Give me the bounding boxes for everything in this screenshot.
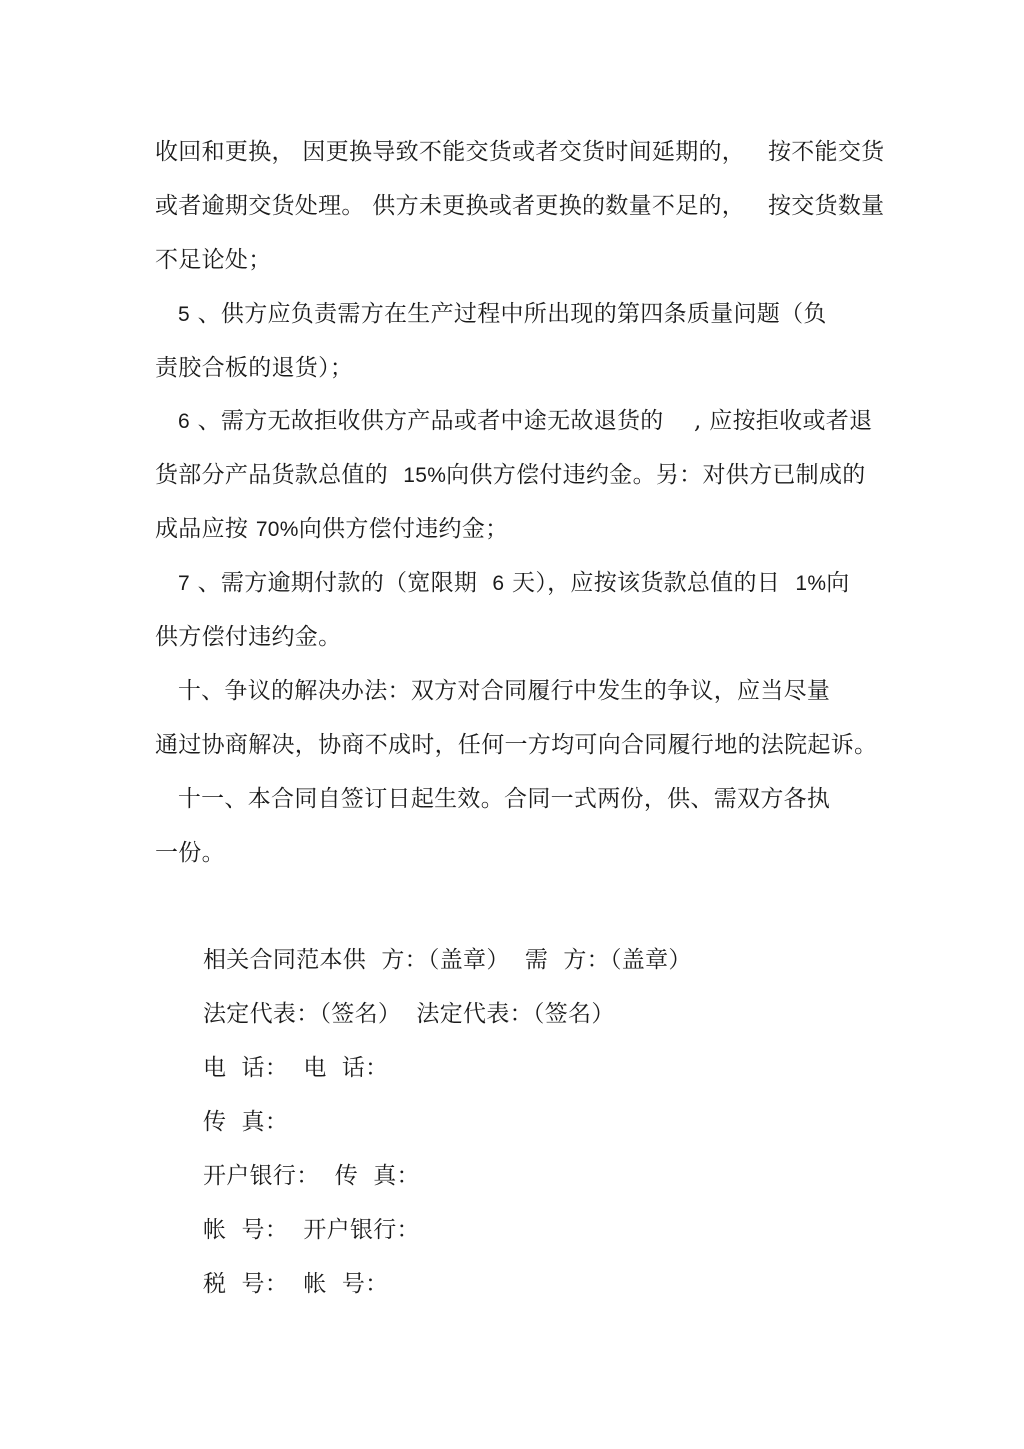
effect-line-2: 一份。 — [155, 840, 225, 866]
clause-7-line-1 — [178, 567, 850, 600]
percent-value: 70% — [255, 518, 299, 541]
percent-value: 1% — [795, 572, 827, 595]
clause-5-line-1 — [178, 298, 827, 331]
clause-text: 向供方偿付违约金； — [298, 516, 509, 542]
signature-seal-row: 相关合同范本供 方：（盖章） 需 方：（盖章） — [203, 947, 692, 973]
clause-text: 向供方偿付违约金。另：对供方已制成的 — [446, 462, 866, 488]
clause-text: 成品应按 — [155, 516, 256, 542]
dispute-line-2: 通过协商解决，协商不成时，任何一方均可向合同履行地的法院起诉。 — [155, 732, 878, 758]
clause-text: 天），应按该货款总值的日 — [504, 570, 796, 596]
clause-text: 、供方应负责需方在生产过程中所出现的第四条质量问题（负 — [189, 301, 827, 327]
clause-7-line-2: 供方偿付违约金。 — [155, 624, 342, 650]
days-value: 6 — [492, 572, 505, 595]
clause-6-line-2 — [155, 459, 866, 492]
signature-bank-row: 开户银行： 传 真： — [203, 1163, 420, 1189]
clause-text: 向 — [826, 570, 850, 596]
clause-text: , 应按拒收或者退 — [694, 408, 873, 434]
paragraph-line: 收回和更换， 因更换导致不能交货或者交货时间延期的， 按不能交货 — [155, 139, 885, 165]
clause-6-line-3 — [155, 513, 508, 546]
clause-5-line-2: 责胶合板的退货）； — [155, 355, 354, 381]
signature-fax-row: 传 真： — [203, 1109, 289, 1135]
percent-value: 15% — [403, 464, 447, 487]
signature-account-row: 帐 号： 开户银行： — [203, 1217, 420, 1243]
clause-number: 5 — [178, 303, 190, 326]
effect-line-1: 十一、本合同自签订日起生效。合同一式两份，供、需双方各执 — [155, 786, 831, 812]
clause-number: 6 — [178, 410, 190, 433]
signature-phone-row: 电 话： 电 话： — [203, 1055, 389, 1081]
dispute-line-1: 十、争议的解决办法：双方对合同履行中发生的争议，应当尽量 — [155, 678, 831, 704]
signature-representative-row: 法定代表：（签名） 法定代表：（签名） — [203, 1001, 615, 1027]
paragraph-line: 或者逾期交货处理。 供方未更换或者更换的数量不足的， 按交货数量 — [155, 193, 885, 219]
signature-tax-row: 税 号： 帐 号： — [203, 1271, 389, 1297]
clause-text: 、需方无故拒收供方产品或者中途无故退货的 — [189, 408, 695, 434]
clause-6-line-1 — [178, 405, 872, 438]
clause-text: 货部分产品货款总值的 — [155, 462, 404, 488]
paragraph-line: 不足论处； — [155, 247, 272, 273]
clause-text: 、需方逾期付款的（宽限期 — [189, 570, 493, 596]
clause-number: 7 — [178, 572, 190, 595]
